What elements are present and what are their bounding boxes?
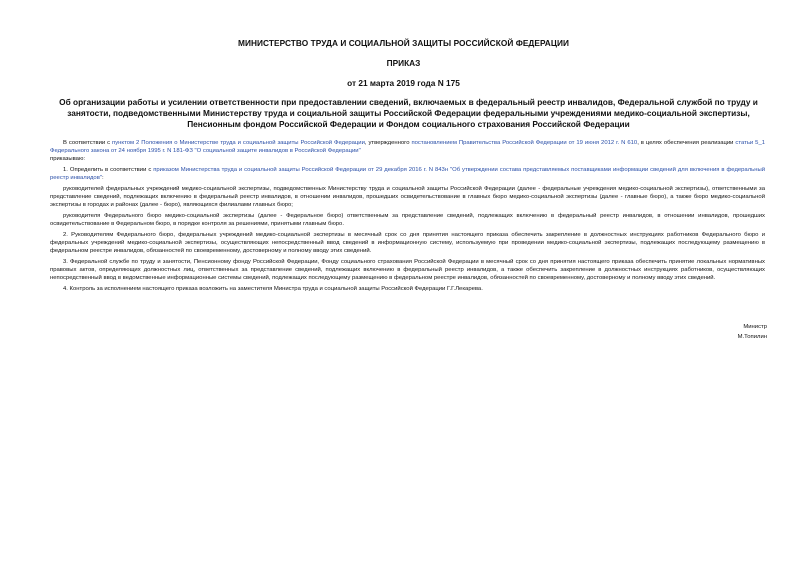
- preamble-text-2: , утвержденного: [364, 140, 412, 146]
- link-ministry-order-843n[interactable]: приказом Министерства труда и социальной защиты Российской Федерации от 29 декабря 2016 г. N 843н "Об утверждении состава представляемых поставщиками информации сведений для включения в федеральный реестр инвалидов": [50, 167, 765, 182]
- item-2-paragraph: 2. Руководителям Федерального бюро, федеральных учреждений медико-социальной экспертизы в месячный срок со дня принятия настоящего приказа обеспечить закрепление в должностных инструкциях работников Федерального бюро и федеральных учреждений медико-социальной экспертизы, осуществляющих непосредственный ввод сведений в информационную систему, используемую при проведении медико-социальной экспертизы, подлежащих последующему размещению в федеральном реестре инвалидов, обязанностей по своевременному, достоверному и полному вводу этих сведений.: [50, 231, 765, 254]
- item-3-paragraph: 3. Федеральной службе по труду и занятости, Пенсионному фонду Российской Федерации, Фонду социального страхования Российской Федерации в месячный срок со дня принятия настоящего приказа обеспечить принятие локальных нормативных правовых актов, определяющих должностных лиц, ответственных за представление сведений, подлежащих включению в федеральный реестр инвалидов, а также обеспечить закрепление в должностных инструкциях работников, осуществляющих непосредственный ввод в ведомственные информационные системы сведений, подлежащих последующему размещению в федеральном реестре инвалидов, обязанностей по своевременному, достоверному и полному вводу этих сведений.: [50, 258, 765, 281]
- preamble-text-1: В соответствии с: [63, 140, 113, 146]
- signature-name: М.Топилин: [737, 334, 767, 340]
- document-type: ПРИКАЗ: [386, 58, 421, 68]
- item-1a-paragraph: руководителей федеральных учреждений медико-социальной экспертизы, подведомственных Министерству труда и социальной защиты Российской Федерации (далее - федеральные учреждения медико-социальной экспертизы), ответственными за представление сведений, подлежащих включению в федеральный реестр инвалидов, в отношении инвалидов, прошедших освидетельствование в главных бюро медико-социальной экспертизы (далее - главные бюро), а также бюро медико-социальной экспертизы в городах и районах (далее - бюро), являющихся филиалами главных бюро;: [50, 185, 765, 209]
- ministry-name: МИНИСТЕРСТВО ТРУДА И СОЦИАЛЬНОЙ ЗАЩИТЫ РОССИЙСКОЙ ФЕДЕРАЦИИ: [238, 38, 569, 48]
- document-title: Об организации работы и усилении ответственности при предоставлении сведений, включаемых в федеральный реестр инвалидов, Федеральной службой по труду и занятости, подведомственными Министерству труда и социальной защиты Российской Федерации федеральными учреждениями медико-социальной экспертизы, Пенсионным фондом Российской Федерации и Фондом социального страхования Российской Федерации: [59, 97, 758, 130]
- preamble-paragraph: [50, 139, 765, 164]
- item-1-text-2: :: [101, 175, 104, 182]
- link-government-decree[interactable]: постановлением Правительства Российской Федерации от 19 июня 2012 г. N 610: [411, 140, 638, 146]
- signature-position: Министр: [743, 324, 767, 330]
- document-date-number: от 21 марта 2019 года N 175: [347, 78, 460, 88]
- preamble-text-4: приказываю:: [50, 156, 86, 163]
- item-1b-paragraph: руководителя Федерального бюро медико-социальной экспертизы (далее - Федеральное бюро) ответственным за представление сведений, подлежащих включению в федеральный реестр инвалидов, в отношении инвалидов, прошедших освидетельствование в Федеральном бюро, в порядке контроля за решениями, принятыми главным бюро.: [50, 212, 765, 227]
- item-1-text-1: 1. Определить в соответствии с: [63, 167, 154, 173]
- item-1-paragraph: [50, 166, 765, 182]
- item-4-paragraph: 4. Контроль за исполнением настоящего приказа возложить на заместителя Министра труда и социальной защиты Российской Федерации Г.Г.Лекарева.: [63, 285, 483, 292]
- preamble-text-3: , в целях обеспечения реализации: [637, 140, 736, 146]
- link-regulation-clause[interactable]: пунктом 2 Положения о Министерстве труда и социальной защиты Российской Федерации: [112, 140, 365, 146]
- document-body: [50, 139, 765, 295]
- link-federal-law-article[interactable]: статьи 5_1 Федерального закона от 24 ноября 1995 г. N 181-ФЗ "О социальной защите инвалидов в Российской Федерации": [50, 140, 766, 155]
